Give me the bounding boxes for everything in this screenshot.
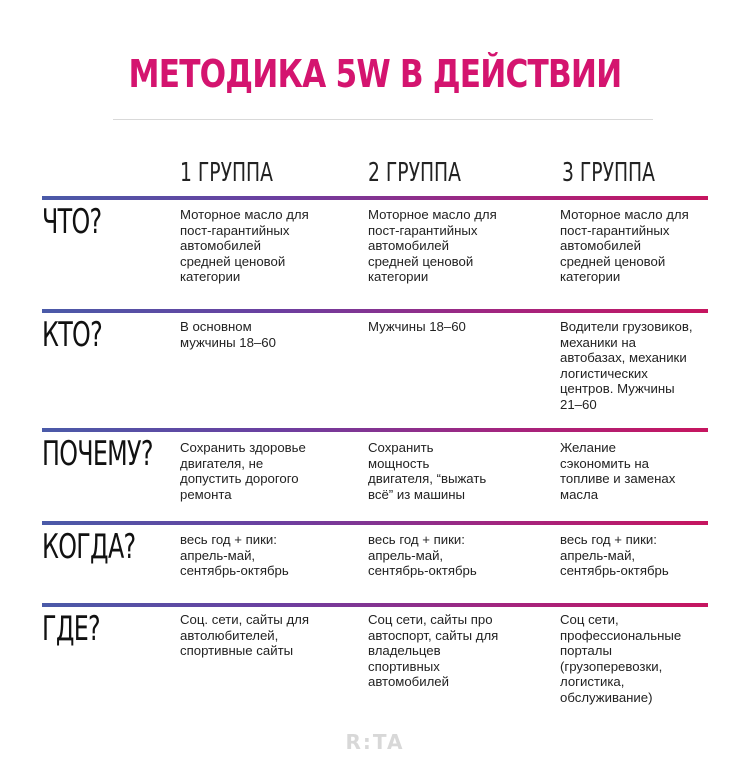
row-label-why: ПОЧЕМУ? xyxy=(42,434,153,474)
cell-what-group-1: Моторное масло для пост-гарантийных автомобилей средней ценовой категории xyxy=(180,207,309,285)
cell-when-group-3: весь год + пики: апрель-май, сентябрь-октябрь xyxy=(560,532,669,579)
row-divider xyxy=(42,428,708,432)
cell-why-group-3: Желание сэкономить на топливе и заменах масла xyxy=(560,440,676,502)
cell-what-group-3: Моторное масло для пост-гарантийных автомобилей средней ценовой категории xyxy=(560,207,689,285)
row-divider xyxy=(42,521,708,525)
cell-who-group-1: В основном мужчины 18–60 xyxy=(180,319,276,350)
column-header-group-3: 3 ГРУППА xyxy=(562,158,655,188)
cell-where-group-2: Соц сети, сайты про автоспорт, сайты для владельцев спортивных автомобилей xyxy=(368,612,499,690)
cell-who-group-3: Водители грузовиков, механики на автобазах, механики логистических центров. Мужчины 21–60 xyxy=(560,319,693,412)
cell-what-group-2: Моторное масло для пост-гарантийных автомобилей средней ценовой категории xyxy=(368,207,497,285)
row-label-who: КТО? xyxy=(42,315,103,355)
cell-when-group-1: весь год + пики: апрель-май, сентябрь-октябрь xyxy=(180,532,289,579)
cell-why-group-1: Сохранить здоровье двигателя, не допустить дорогого ремонта xyxy=(180,440,306,502)
cell-when-group-2: весь год + пики: апрель-май, сентябрь-октябрь xyxy=(368,532,477,579)
page-title: МЕТОДИКА 5W В ДЕЙСТВИИ xyxy=(128,52,622,96)
row-divider xyxy=(42,603,708,607)
cell-why-group-2: Сохранить мощность двигателя, “выжать всё” из машины xyxy=(368,440,487,502)
row-divider xyxy=(42,196,708,200)
row-label-when: КОГДА? xyxy=(42,527,136,567)
cell-who-group-2: Мужчины 18–60 xyxy=(368,319,466,334)
column-header-group-2: 2 ГРУППА xyxy=(368,158,461,188)
title-divider xyxy=(113,119,653,120)
column-header-group-1: 1 ГРУППА xyxy=(180,158,273,188)
row-label-where: ГДЕ? xyxy=(42,609,100,649)
row-divider xyxy=(42,309,708,313)
cell-where-group-3: Соц сети, профессиональные порталы (грузоперевозки, логистика, обслуживание) xyxy=(560,612,682,705)
cell-where-group-1: Соц. сети, сайты для автолюбителей, спортивные сайты xyxy=(180,612,309,659)
watermark-logo: R:TA xyxy=(345,730,405,754)
row-label-what: ЧТО? xyxy=(42,202,102,242)
